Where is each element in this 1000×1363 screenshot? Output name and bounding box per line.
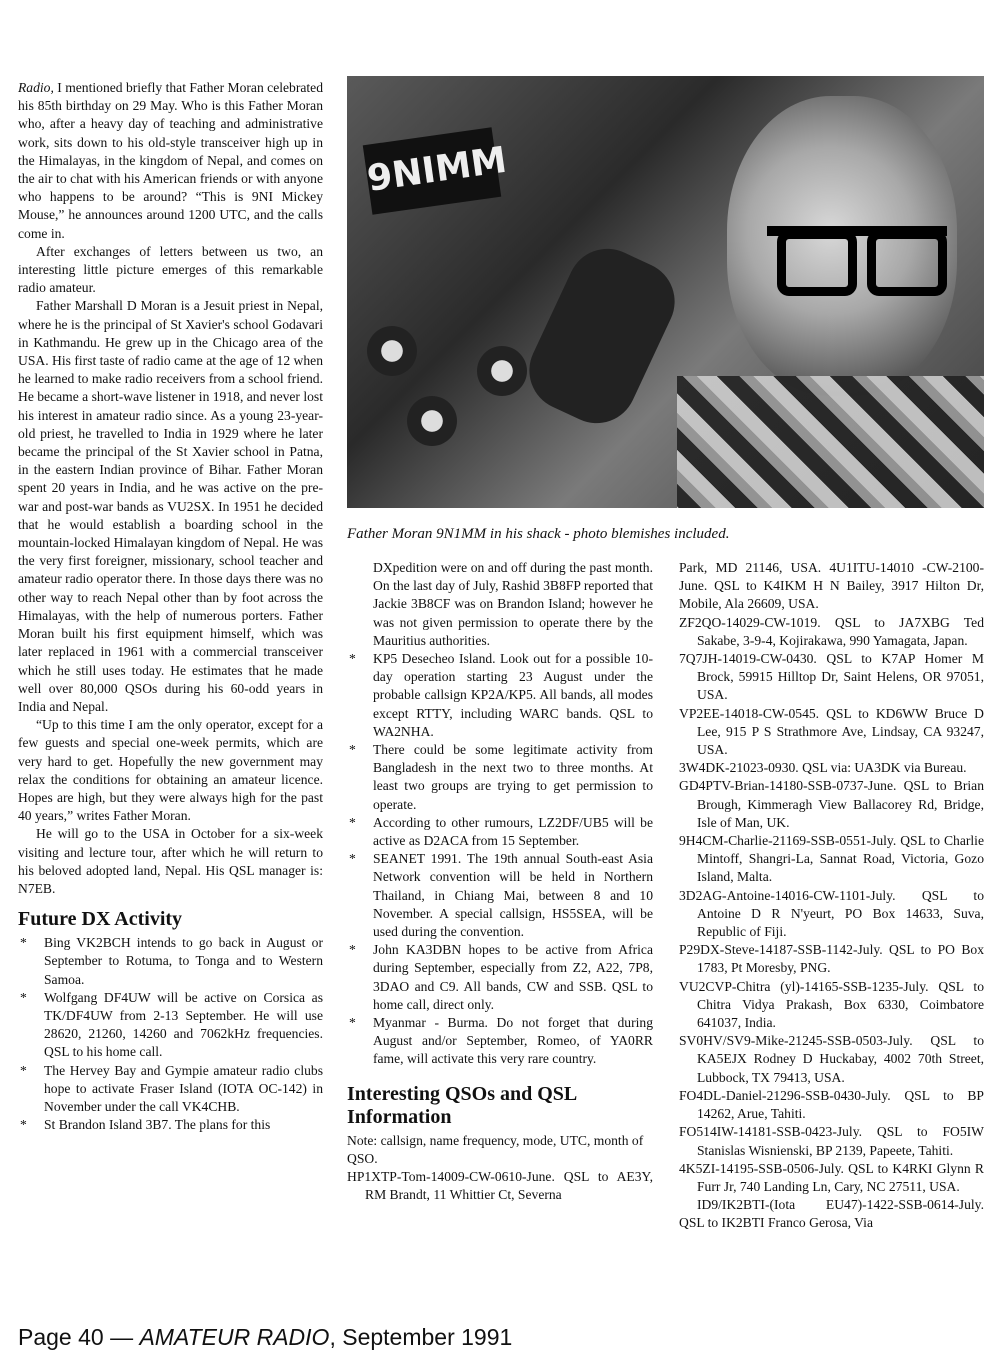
microphone [516, 236, 688, 437]
qsl-entry: ID9/IK2BTI-(Iota EU47)-1422-SSB-0614-July. QSL to IK2BTI Franco Gerosa, Via [679, 1197, 984, 1231]
section-heading: Future DX Activity [18, 908, 183, 931]
qsl-entry: 4K5ZI-14195-SSB-0506-July. QSL to K4RKI Glynn R Furr Jr, 740 Landing Ln, Cary, NC 27511, USA. [679, 1160, 984, 1194]
qsl-entry: 3D2AG-Antoine-14016-CW-1101-July. QSL to Antoine D R N'yeurt, PO Box 14633, Suva, Republic of Fiji. [679, 887, 984, 940]
paragraph: He will go to the USA in October for a six-week visiting and lecture tour, after which he will return to his beloved adopted land, Nepal. His QSL manager is: N7EB. [18, 826, 323, 896]
article-column-1 [18, 79, 323, 1134]
callsign-sign: 9NIMM [363, 127, 501, 214]
qsl-entry: 9H4CM-Charlie-21169-SSB-0551-July. QSL to Charlie Mintoff, Shangri-La, Sannat Road, Victoria, Gozo Island, Malta. [679, 833, 984, 885]
issue-date: , September 1991 [329, 1324, 513, 1350]
intro-paragraph [18, 79, 323, 243]
list-item: * Wolfgang DF4UW will be active on Corsica as TK/DF4UW from 2-13 September. He will use 28620, 21260, 14260 and 7062kHz frequencies. QSL to his home call. [18, 989, 323, 1062]
photo-caption: Father Moran 9N1MM in his shack - photo blemishes included. [347, 526, 730, 542]
qsl-entry: FO4DL-Daniel-21296-SSB-0430-July. QSL to BP 14262, Arue, Tahiti. [679, 1087, 984, 1122]
coat [677, 376, 984, 508]
paragraph-text: I mentioned briefly that Father Moran celebrated his 85th birthday on 29 May. Who is this Father Moran who, after a heavy day of teaching and administrative work, sits down to his old-style transceiver high up in the Himalayas, in the kingdom of Nepal, and comes on the air to chat with his American friends or with anyone who happens to be around? “This is 9NI Mickey Mouse,” he announces around 1200 UTC, and the calls come in. [18, 80, 324, 241]
radio-dial [477, 346, 527, 396]
qsl-entry: VP2EE-14018-CW-0545. QSL to KD6WW Bruce D Lee, 915 P S Strathmore Ave, Lindsay, CA 93247, USA. [679, 705, 984, 758]
page-number: Page 40 — [18, 1324, 140, 1350]
qsl-entry: Park, MD 21146, USA. 4U1ITU-14010 -CW-2100-June. QSL to K4IKM H N Bailey, 3917 Hilton Dr, Mobile, Ala 26609, USA. [679, 560, 984, 612]
photo-father-moran [347, 76, 984, 508]
qsl-entry: P29DX-Steve-14187-SSB-1142-July. QSL to PO Box 1783, Pt Moresby, PNG. [679, 942, 984, 976]
article-column-3 [679, 559, 984, 1233]
qsl-entry: GD4PTV-Brian-14180-SSB-0737-June. QSL to Brian Brough, Kimmeragh View Ballacorey Rd, Bridge, Isle of Man, UK. [679, 778, 984, 830]
qsl-entry: HP1XTP-Tom-14009-CW-0610-June. QSL to AE3Y, RM Brandt, 11 Whittier Ct, Severna [347, 1169, 653, 1203]
qsl-entry: ZF2QO-14029-CW-1019. QSL to JA7XBG Ted Sakabe, 3-9-4, Kojirakawa, 990 Yamagata, Japan. [679, 614, 984, 648]
paragraph: “Up to this time I am the only operator, except for a few guests and special one-week permits, which are very hard to get. Hopefully the new government may relax the conditions for obtaining an amateur licence. Hopes are high, but they were always high for the past 40 years,” writes Father Moran. [18, 717, 323, 824]
list-item: * Myanmar - Burma. Do not forget that during August and/or September, Romeo, of YA0RR fame, will activate this very rare country. [347, 1014, 653, 1069]
magazine-title: AMATEUR RADIO [139, 1324, 330, 1350]
magazine-name: Radio, [18, 80, 54, 95]
qsl-entry: VU2CVP-Chitra (yl)-14165-SSB-1235-July. QSL to Chitra Vidya Prakash, Box 6330, Coimbatore 641037, India. [679, 978, 984, 1031]
qsl-entry: SV0HV/SV9-Mike-21245-SSB-0503-July. QSL to KA5EJX Rodney D Huckabay, 4002 70th Street, Lubbock, TX 79413, USA. [679, 1033, 984, 1085]
section-heading: Interesting QSOs and QSL Information [347, 1082, 577, 1128]
qsl-entry: FO514IW-14181-SSB-0423-July. QSL to FO5IW Stanislas Wisnienski, BP 2139, Papeete, Tahiti. [679, 1124, 984, 1158]
page-footer [18, 1324, 512, 1351]
list-item: * There could be some legitimate activity from Bangladesh in the next two to three months. At least two groups are trying to get permission to operate. [347, 741, 653, 814]
paragraph: DXpedition were on and off during the past month. On the last day of July, Rashid 3B8FP reported that Jackie 3B8CF was on Brandon Island; however he was not given permission to operate there by the Mauritius authorities. [373, 560, 653, 648]
glasses [767, 226, 947, 286]
paragraph: Father Marshall D Moran is a Jesuit priest in Nepal, where he is the principal of St Xavier's school Godavari in Kathmandu. He grew up in the Chicago area of the USA. His first taste of radio came at the age of 12 when he learned to make radio receivers from a school friend. He became a short-wave listener in 1918, and never lost his interest in amateur radio since. As a young 23-year-old priest, he travelled to India in 1929 where he later became the principal of the St Xavier school in Patna, in the eastern Indian province of Bihar. Father Moran spent 20 years in India, and he was active on the pre-war and post-war bands as VU2SX. In 1951 he decided that he would establish a boarding school in the mountain-locked Himalayan kingdom of Nepal. He was the very first foreigner, missionary, school teacher and amateur radio operator there. In those days there was no other way to reach Nepal other than by foot across the Himalayas, with the help of numerous porters. Father Moran built his first equipment himself, which was later replaced in 1961 with a commercial transceiver which he still uses today. He estimates that he made well over 80,000 QSOs during his 60-odd years in India and Nepal. [18, 298, 323, 714]
qsl-entry: 7Q7JH-14019-CW-0430. QSL to K7AP Homer M Brock, 59915 Hilltop Dr, Saint Helens, OR 97051, USA. [679, 651, 984, 703]
list-item: * According to other rumours, LZ2DF/UB5 will be active as D2ACA from 15 September. [347, 814, 653, 850]
list-item: * The Hervey Bay and Gympie amateur radio clubs hope to activate Fraser Island (IOTA OC-142) in November under the call VK4CHB. [18, 1062, 323, 1117]
radio-dial [407, 396, 457, 446]
list-item: * SEANET 1991. The 19th annual South-east Asia Network convention will be held in Northern Thailand, in Chiang Mai, between 8 and 10 November. A special callsign, HS5SEA, will be used during the convention. [347, 850, 653, 941]
list-item: * St Brandon Island 3B7. The plans for this [18, 1116, 323, 1134]
paragraph: After exchanges of letters between us two, an interesting little picture emerges of this remarkable radio amateur. [18, 243, 323, 296]
list-item: * KP5 Desecheo Island. Look out for a possible 10-day operation starting 23 August under the probable callsign KP2A/KP5. All bands, all modes except RTTY, including WARC bands. QSL to WA2NHA. [347, 650, 653, 741]
article-column-2 [347, 559, 653, 1205]
qsl-entry: 3W4DK-21023-0930. QSL via: UA3DK via Bureau. [679, 760, 967, 776]
note: Note: callsign, name frequency, mode, UTC, month of QSO. [347, 1132, 644, 1166]
list-item: * Bing VK2BCH intends to go back in August or September to Rotuma, to Tonga and to Western Samoa. [18, 934, 323, 989]
list-item: * John KA3DBN hopes to be active from Africa during September, especially from Z2, A22, 7P8, 3DAO and C9. All bands, CW and SSB. QSL to home call, direct only. [347, 941, 653, 1014]
radio-dial [367, 326, 417, 376]
